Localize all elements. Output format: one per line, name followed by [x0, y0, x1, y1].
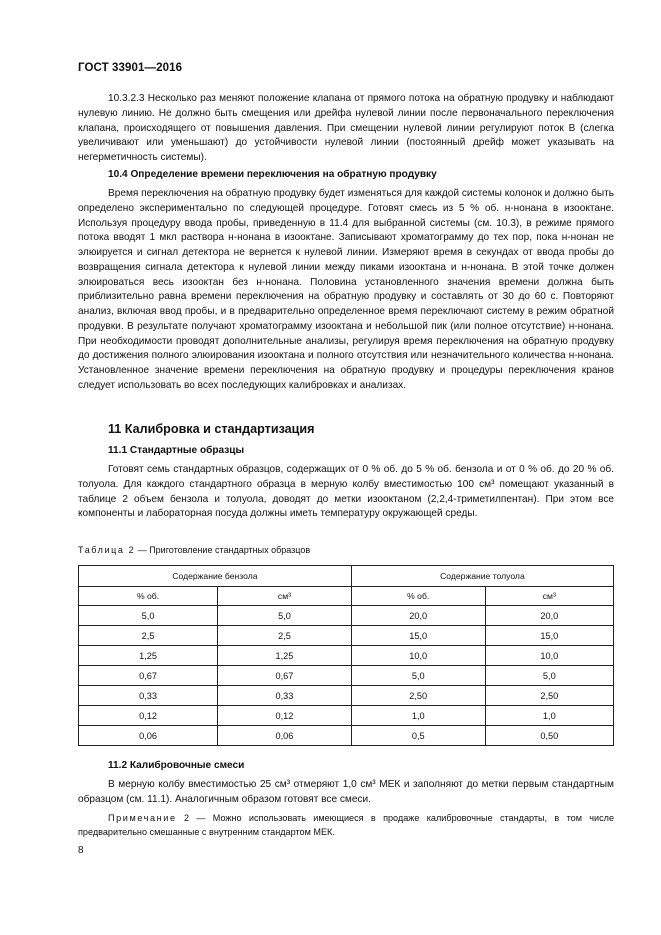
- paragraph-text: 10.3.2.3 Несколько раз меняют положение клапана от прямого потока на обратную продувку и наблюдают нулевую линию. Не должно быть смещения или дрейфа нулевой линии после первоначального переключения клапана, происходящего от повышения давления. При смещении нулевой линии регулируют поток В (слегка увеличивают или уменьшают) до устойчивости нулевой линии (постоянный дрейф может указывать на негерметичность системы).: [78, 93, 614, 163]
- subsection-title: 11.2 Калибровочные смеси: [108, 760, 245, 771]
- table-row: [79, 606, 614, 626]
- table-cell: 0,12: [218, 706, 352, 726]
- table-row: [79, 646, 614, 666]
- table-row: [79, 666, 614, 686]
- subsection-10-4-heading: [78, 168, 614, 182]
- table-cell: 1,0: [485, 706, 613, 726]
- subsection-11-2-heading: [78, 759, 614, 773]
- table-row: [79, 686, 614, 706]
- benzene-pct-header: % об.: [79, 587, 218, 606]
- table-cell: 10,0: [485, 646, 613, 666]
- table-cell: 0,67: [79, 666, 218, 686]
- table-cell: 20,0: [485, 606, 613, 626]
- standards-table: [78, 565, 614, 746]
- paragraph-11-1: [78, 463, 614, 522]
- table-cell: 0,12: [79, 706, 218, 726]
- table-caption-text: — Приготовление стандартных образцов: [135, 545, 311, 555]
- table-cell: 5,0: [79, 606, 218, 626]
- table-cell: 15,0: [351, 626, 485, 646]
- paragraph-10-3-2-3: [78, 92, 614, 166]
- table-row: [79, 726, 614, 746]
- note-body: 2 — Можно использовать имеющиеся в продаже калибровочные стандарты, в том числе предварительно смешанные с внутренним стандартом МЕК.: [78, 813, 614, 837]
- table-cell: 15,0: [485, 626, 613, 646]
- toluene-group-header: Содержание толуола: [351, 566, 613, 587]
- subsection-title: 10.4 Определение времени переключения на обратную продувку: [108, 169, 437, 180]
- table-caption-label: Таблица 2: [78, 545, 136, 555]
- document-header: ГОСТ 33901—2016: [78, 62, 183, 74]
- table-cell: 0,33: [79, 686, 218, 706]
- note-text: [78, 812, 614, 839]
- table-cell: 0,06: [218, 726, 352, 746]
- table-cell: 2,5: [79, 626, 218, 646]
- table-cell: 20,0: [351, 606, 485, 626]
- table-cell: 2,50: [485, 686, 613, 706]
- section-title: 11 Калибровка и стандартизация: [108, 422, 315, 436]
- paragraph-text: Готовят семь стандартных образцов, содержащих от 0 % об. до 5 % об. бензола и от 0 % об. до 20 % об. толуола. Для каждого стандартного образца в мерную колбу вместимостью 100 см³ помещают указанный в таблице 2 объем бензола и толуола, доводят до метки изооктаном (2,2,4-триметилпентан). При этом все компоненты и лабораторная посуда должны иметь температуру окружающей среды.: [78, 464, 614, 520]
- table-cell: 0,5: [351, 726, 485, 746]
- table-caption: [78, 544, 310, 556]
- table-cell: 10,0: [351, 646, 485, 666]
- table-cell: 1,25: [79, 646, 218, 666]
- table-cell: 2,5: [218, 626, 352, 646]
- table-cell: 5,0: [218, 606, 352, 626]
- paragraph-text: Время переключения на обратную продувку будет изменяться для каждой системы колонок и должно быть определено экспериментально по следующей процедуре. Готовят смесь из 5 % об. н-нонана в изооктане. Используя процедуру ввода пробы, приведенную в 11.4 для выбранной системы (см. 10.3), в режиме прямого потока вводят 1 мкл раствора н-нонана в изооктане. Записывают хроматограмму до тех пор, пока н-нонан не элюируется и сигнал детектора не вернется к нулевой линии. Измеряют время в секундах от ввода пробы до возвращения сигнала детектора к нулевой линии между пиками изооктана и н-нонана. В этой точке должен элюироваться весь изооктан без н-нонана. Половина установленного значения времени должна быть приблизительно равна времени переключения на обратную продувку и составлять от 30 до 60 с. Повторяют анализ, включая ввод пробы, и в предварительно определенное время переключают систему в режим обратной продувки. В результате получают хроматограмму изооктана и небольшой пик (или полное отсутствие) н-нонана. При необходимости проводят дополнительные анализы, регулируя время переключения на обратную продувку до достижения полного элюирования изооктана и полного отсутствия или незначительного количества н-нонана. Установленное значение времени переключения на обратную продувку и процедуры переключения кранов следует использовать во всех последующих калибровках и анализах.: [78, 188, 614, 391]
- table-cell: 0,06: [79, 726, 218, 746]
- paragraph-text: В мерную колбу вместимостью 25 см³ отмеряют 1,0 см³ МЕК и заполняют до метки первым стандартным образцом (см. 11.1). Аналогичным образом готовят все смеси.: [78, 779, 614, 805]
- table-cell: 0,50: [485, 726, 613, 746]
- subsection-title: 11.1 Стандартные образцы: [108, 445, 245, 456]
- table-cell: 1,25: [218, 646, 352, 666]
- page-number: 8: [78, 845, 84, 856]
- toluene-cm3-header: см³: [485, 587, 613, 606]
- toluene-pct-header: % об.: [351, 587, 485, 606]
- section-11-heading: [78, 421, 614, 437]
- table-cell: 0,33: [218, 686, 352, 706]
- paragraph-11-2: [78, 778, 614, 808]
- table-cell: 5,0: [485, 666, 613, 686]
- benzene-cm3-header: см³: [218, 587, 352, 606]
- subsection-11-1-heading: [78, 444, 614, 458]
- table-row: [79, 626, 614, 646]
- table-cell: 0,67: [218, 666, 352, 686]
- paragraph-10-4: [78, 187, 614, 394]
- table-cell: 1,0: [351, 706, 485, 726]
- note-2: [78, 812, 614, 839]
- note-label: Примечание: [108, 813, 177, 823]
- benzene-group-header: Содержание бензола: [79, 566, 352, 587]
- table-cell: 2,50: [351, 686, 485, 706]
- table-cell: 5,0: [351, 666, 485, 686]
- table-row: [79, 706, 614, 726]
